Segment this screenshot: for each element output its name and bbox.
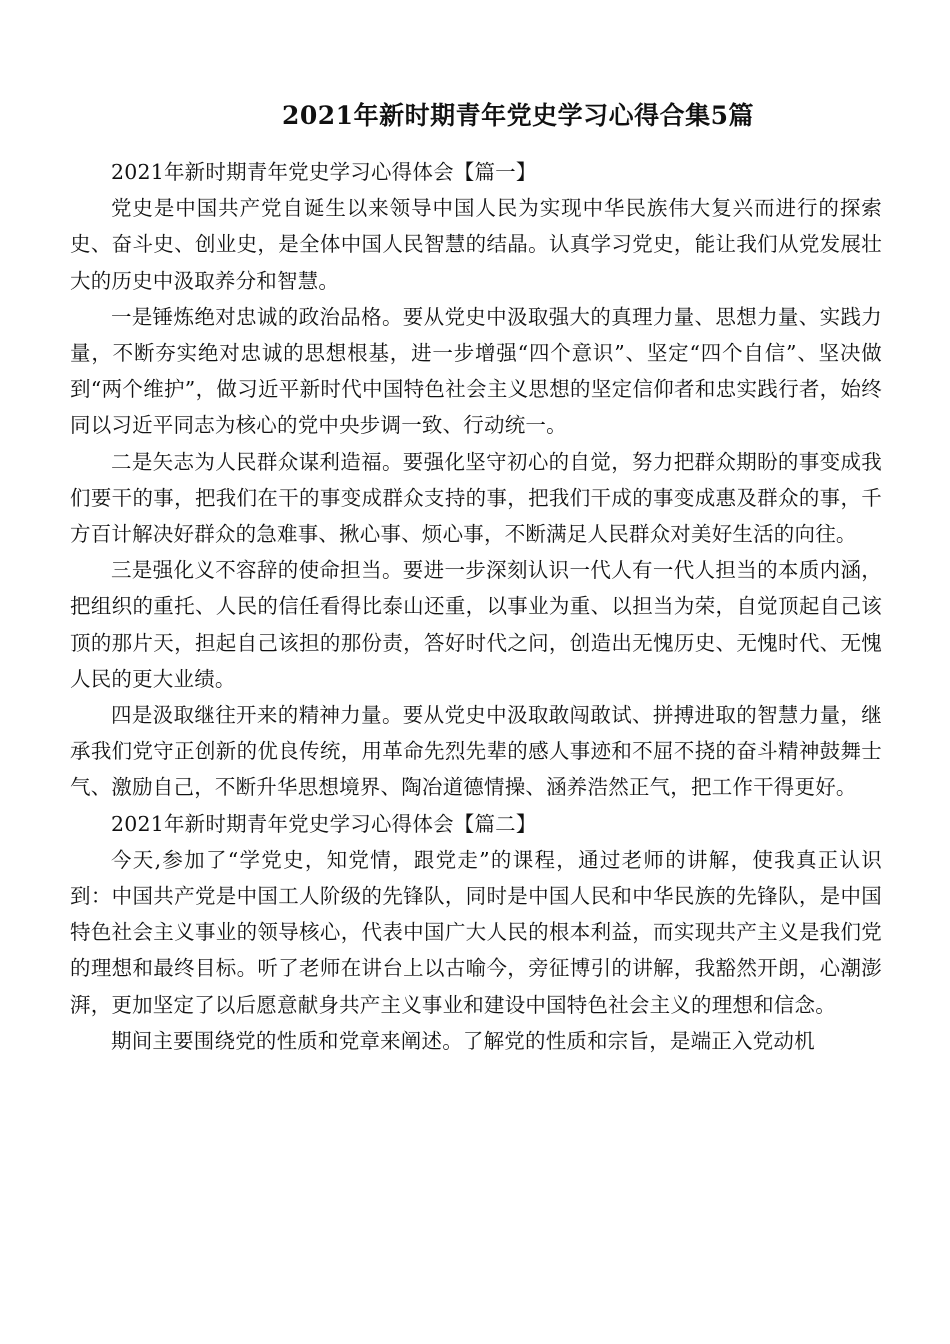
paragraph-point-3: 三是强化义不容辞的使命担当。要进一步深刻认识一代人有一代人担当的本质内涵，把组织的重托、人民的信任看得比泰山还重，以事业为重、以担当为荣，自觉顶起自己该顶的那片天，担起自己该担的那份责，答好时代之问，创造出无愧历史、无愧时代、无愧人民的更大业绩。 — [70, 558, 882, 691]
paragraph-point-4: 四是汲取继往开来的精神力量。要从党史中汲取敢闯敢试、拼搏进取的智慧力量，继承我们党守正创新的优良传统，用革命先烈先辈的感人事迹和不屈不挠的奋斗精神鼓舞士气、激励自己，不断升华思想境界、陶冶道德情操、涵养浩然正气，把工作干得更好。 — [70, 703, 882, 800]
paragraph-point-2: 二是矢志为人民群众谋利造福。要强化坚守初心的自觉，努力把群众期盼的事变成我们要干的事，把我们在干的事变成群众支持的事，把我们干成的事变成惠及群众的事，千方百计解决好群众的急难事、揪心事、烦心事，不断满足人民群众对美好生活的向往。 — [70, 449, 882, 547]
document-title: 2021年新时期青年党史学习心得合集5篇 — [282, 101, 754, 130]
paragraph-intro: 党史是中国共产党自诞生以来领导中国人民为实现中华民族伟大复兴而进行的探索史、奋斗史、创业史，是全体中国人民智慧的结晶。认真学习党史，能让我们从党发展壮大的历史中汲取养分和智慧。 — [70, 196, 882, 293]
paragraph-section-2-continued: 期间主要围绕党的性质和党章来阐述。了解党的性质和宗旨，是端正入党动机 — [111, 1028, 815, 1053]
paragraph-section-2-body: 今天,参加了“学党史，知党情，跟党走”的课程，通过老师的讲解，使我真正认识到：中国共产党是中国工人阶级的先锋队，同时是中国人民和中华民族的先锋队，是中国特色社会主义事业的领导核心，代表中国广大人民的根本利益，而实现共产主义是我们党的理想和最终目标。听了老师在讲台上以古喻今，旁征博引的讲解，我豁然开朗，心潮澎湃，更加坚定了以后愿意献身共产主义事业和建设中国特色社会主义的理想和信念。 — [70, 847, 882, 1017]
section-heading-2: 2021年新时期青年党史学习心得体会【篇二】 — [111, 811, 537, 836]
section-heading-1: 2021年新时期青年党史学习心得体会【篇一】 — [111, 160, 537, 184]
document-body — [70, 154, 882, 1059]
paragraph-point-1: 一是锤炼绝对忠诚的政治品格。要从党史中汲取强大的真理力量、思想力量、实践力量，不断夯实绝对忠诚的思想根基，进一步增强“四个意识”、坚定“四个自信”、坚决做到“两个维护”，做习近平新时代中国特色社会主义思想的坚定信仰者和忠实践行者，始终同以习近平同志为核心的党中央步调一致、行动统一。 — [70, 304, 882, 438]
